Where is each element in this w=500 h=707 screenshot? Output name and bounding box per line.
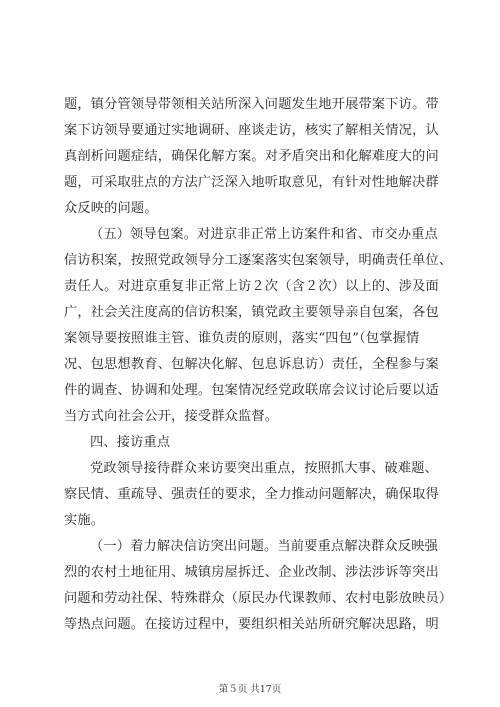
paragraph-line: 题，可采取驻点的方法广泛深入地听取意见，有针对性地解决群 bbox=[64, 175, 439, 190]
paragraph-line: 题，镇分管领导带领相关站所深入问题发生地开展带案下访。带 bbox=[64, 97, 439, 112]
section-heading: 四、接访重点 bbox=[90, 435, 171, 450]
paragraph-line: 信访积案，按照党政领导分工逐案落实包案领导，明确责任单位、 bbox=[64, 253, 453, 268]
page-number-footer: 第５页 共17页 bbox=[218, 684, 282, 695]
paragraph-line: 实施。 bbox=[64, 513, 105, 528]
paragraph-line: 问题和劳动社保、特殊群众（原民办代课教师、农村电影放映员） bbox=[64, 591, 453, 606]
paragraph-line: 烈的农村土地征用、城镇房屋拆迁、企业改制、涉法涉诉等突出 bbox=[64, 565, 439, 580]
paragraph-line: 案下访领导要通过实地调研、座谈走访，核实了解相关情况，认 bbox=[64, 123, 439, 138]
paragraph-line: 当方式向社会公开，接受群众监督。 bbox=[64, 409, 279, 424]
paragraph-line: 党政领导接待群众来访要突出重点，按照抓大事、破难题、 bbox=[90, 461, 439, 476]
paragraph-line: 真剖析问题症结，确保化解方案。对矛盾突出和化解难度大的问 bbox=[64, 149, 439, 164]
paragraph-line: 责任人。对进京重复非正常上访２次（含２次）以上的、涉及面 bbox=[64, 279, 439, 294]
paragraph-line: 众反映的问题。 bbox=[64, 201, 158, 216]
paragraph-line: 广，社会关注度高的信访积案，镇党政主要领导亲自包案，各包 bbox=[64, 305, 439, 320]
paragraph-line: 件的调查、协调和处理。包案情况经党政联席会议讨论后要以适 bbox=[64, 383, 439, 398]
paragraph-line: （一）着力解决信访突出问题。当前要重点解决群众反映强 bbox=[90, 539, 439, 554]
paragraph-line: 等热点问题。在接访过程中，要组织相关站所研究解决思路，明 bbox=[64, 617, 439, 632]
paragraph-line: 况、包思想教育、包解决化解、包息诉息访）责任，全程参与案 bbox=[64, 357, 439, 372]
paragraph-line: 察民情、重疏导、强责任的要求，全力推动问题解决，确保取得 bbox=[64, 487, 439, 502]
paragraph-line: （五）领导包案。对进京非正常上访案件和省、市交办重点 bbox=[90, 227, 439, 242]
paragraph-line: 案领导要按照谁主管、谁负责的原则，落实“四包”（包掌握情 bbox=[64, 331, 420, 346]
